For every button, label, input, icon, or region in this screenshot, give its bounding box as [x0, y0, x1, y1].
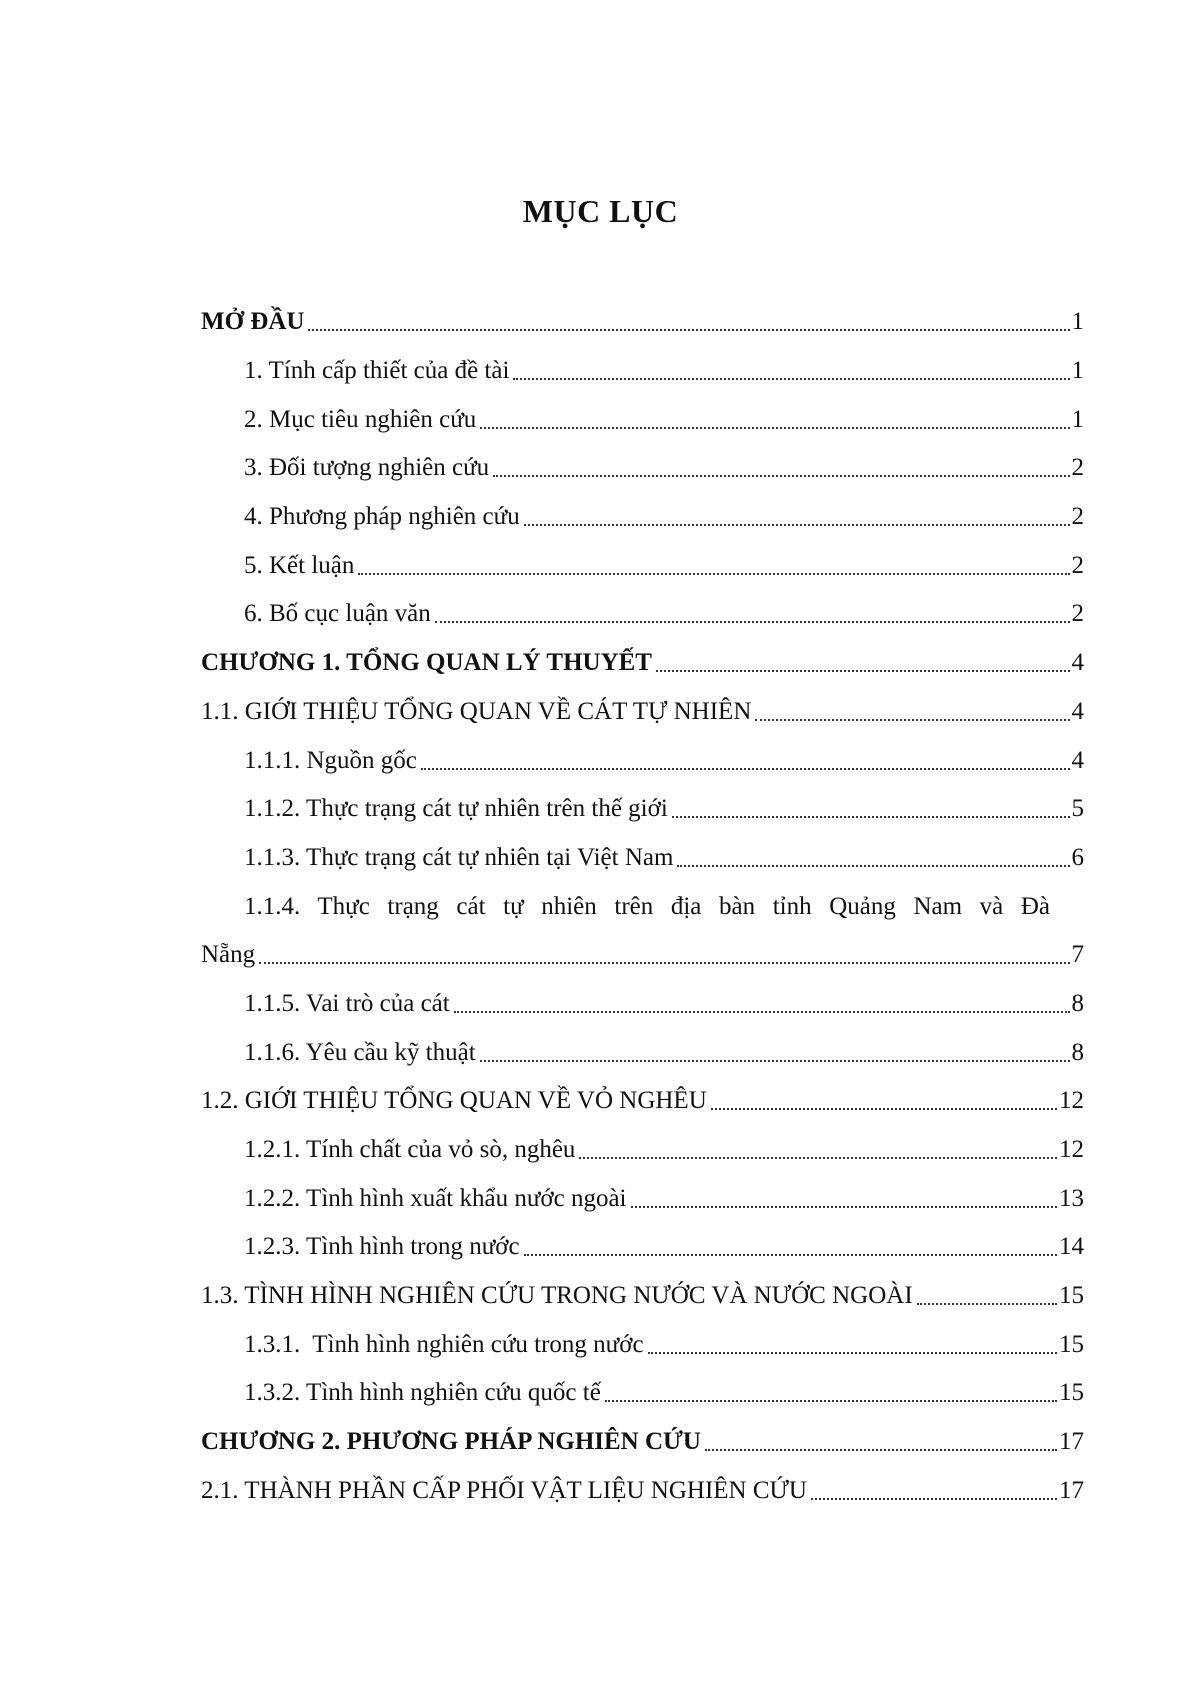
toc-entry-label: 1.3.1. Tình hình nghiên cứu trong nước: [244, 1330, 644, 1358]
toc-page-number: 12: [1059, 1136, 1084, 1164]
toc-entry[interactable]: [201, 1418, 1084, 1467]
toc-entry[interactable]: [201, 1077, 1084, 1126]
toc-entry[interactable]: [201, 639, 1084, 688]
toc-page-number: 15: [1059, 1379, 1084, 1407]
dot-leader: [513, 378, 1069, 380]
toc-entry-continuation[interactable]: [201, 931, 1084, 980]
toc-page-number: 4: [1071, 746, 1084, 774]
table-of-contents: [201, 298, 1084, 1515]
toc-entry-label: 1. Tính cấp thiết của đề tài: [244, 357, 510, 385]
dot-leader: [656, 670, 1070, 672]
toc-page-number: 2: [1071, 551, 1084, 579]
toc-entry[interactable]: [201, 1223, 1084, 1272]
dot-leader: [672, 816, 1070, 818]
toc-page-number: 17: [1059, 1476, 1084, 1504]
toc-entry-label: 1.2.2. Tình hình xuất khẩu nước ngoài: [244, 1184, 627, 1212]
toc-entry-first-line[interactable]: [201, 882, 1084, 931]
toc-entry-label: 5. Kết luận: [244, 551, 355, 579]
toc-page-number: 1: [1071, 405, 1084, 433]
toc-page-number: 12: [1059, 1087, 1084, 1115]
toc-entry-label: 1.1.2. Thực trạng cát tự nhiên trên thế giới: [244, 795, 668, 823]
dot-leader: [755, 719, 1069, 721]
toc-page-number: 17: [1059, 1428, 1084, 1456]
dot-leader: [711, 1108, 1057, 1110]
toc-entry-label: MỞ ĐẦU: [201, 308, 305, 336]
dot-leader: [524, 524, 1070, 526]
toc-page-number: 15: [1059, 1282, 1084, 1310]
dot-leader: [259, 962, 1069, 964]
toc-page-number: 7: [1071, 941, 1084, 969]
toc-entry[interactable]: [201, 1467, 1084, 1516]
toc-page-number: 14: [1059, 1233, 1084, 1261]
dot-leader: [677, 865, 1069, 867]
toc-entry[interactable]: [201, 298, 1084, 347]
toc-entry-label: 1.1.5. Vai trò của cát: [244, 989, 450, 1017]
toc-entry-label: 1.3. TÌNH HÌNH NGHIÊN CỨU TRONG NƯỚC VÀ NƯỚC NGOÀI: [201, 1282, 913, 1310]
dot-leader: [648, 1352, 1057, 1354]
dot-leader: [579, 1157, 1057, 1159]
page-title: MỤC LỤC: [522, 193, 679, 229]
toc-entry[interactable]: [201, 541, 1084, 590]
dot-leader: [524, 1254, 1057, 1256]
toc-page-number: 8: [1071, 989, 1084, 1017]
toc-entry-label: Nẵng: [201, 941, 256, 969]
toc-page-number: 4: [1071, 649, 1084, 677]
dot-leader: [480, 427, 1069, 429]
toc-page-number: 8: [1071, 1038, 1084, 1066]
toc-entry-label: 4. Phương pháp nghiên cứu: [244, 503, 520, 531]
toc-page-number: 1: [1071, 308, 1084, 336]
toc-entry[interactable]: [201, 1369, 1084, 1418]
toc-entry-label: 1.1.4. Thực trạng cát tự nhiên trên địa bàn tỉnh Quảng Nam và Đà: [244, 892, 1050, 920]
toc-entry-label: 3. Đối tượng nghiên cứu: [244, 454, 490, 482]
toc-entry[interactable]: [201, 980, 1084, 1029]
toc-entry-label: 1.1.3. Thực trạng cát tự nhiên tại Việt Nam: [244, 843, 674, 871]
toc-page-number: 5: [1071, 795, 1084, 823]
toc-entry-label: 1.2. GIỚI THIỆU TỔNG QUAN VỀ VỎ NGHÊU: [201, 1087, 707, 1115]
toc-page-number: 1: [1071, 357, 1084, 385]
toc-entry[interactable]: [201, 1272, 1084, 1321]
toc-entry-label: 1.2.1. Tính chất của vỏ sò, nghêu: [244, 1136, 576, 1164]
toc-entry[interactable]: [201, 688, 1084, 737]
dot-leader: [705, 1449, 1057, 1451]
toc-entry[interactable]: [201, 1320, 1084, 1369]
dot-leader: [811, 1498, 1057, 1500]
toc-entry-label: 2.1. THÀNH PHẦN CẤP PHỐI VẬT LIỆU NGHIÊN CỨU: [201, 1476, 807, 1504]
toc-entry[interactable]: [201, 347, 1084, 396]
toc-entry[interactable]: [201, 1126, 1084, 1175]
dot-leader: [493, 475, 1069, 477]
dot-leader: [421, 768, 1070, 770]
toc-entry-label: 1.2.3. Tình hình trong nước: [244, 1233, 520, 1261]
dot-leader: [358, 573, 1069, 575]
toc-entry-label: 1.3.2. Tình hình nghiên cứu quốc tế: [244, 1379, 601, 1407]
dot-leader: [454, 1011, 1070, 1013]
dot-leader: [605, 1400, 1057, 1402]
toc-entry[interactable]: [201, 736, 1084, 785]
toc-page-number: 13: [1059, 1184, 1084, 1212]
toc-entry-label: 2. Mục tiêu nghiên cứu: [244, 405, 477, 433]
toc-page-number: 6: [1071, 843, 1084, 871]
toc-entry[interactable]: [201, 785, 1084, 834]
toc-entry-label: 6. Bố cục luận văn: [244, 600, 431, 628]
toc-entry-label: CHƯƠNG 2. PHƯƠNG PHÁP NGHIÊN CỨU: [201, 1428, 701, 1456]
toc-entry[interactable]: [201, 590, 1084, 639]
toc-entry[interactable]: [201, 395, 1084, 444]
toc-entry-label: CHƯƠNG 1. TỔNG QUAN LÝ THUYẾT: [201, 649, 652, 677]
dot-leader: [917, 1303, 1057, 1305]
toc-entry-label: 1.1.6. Yêu cầu kỹ thuật: [244, 1038, 476, 1066]
toc-entry-label: 1.1. GIỚI THIỆU TỔNG QUAN VỀ CÁT TỰ NHIÊN: [201, 697, 752, 725]
toc-page-number: 2: [1071, 503, 1084, 531]
dot-leader: [480, 1060, 1070, 1062]
toc-entry[interactable]: [201, 1174, 1084, 1223]
toc-entry[interactable]: [201, 1028, 1084, 1077]
dot-leader: [308, 329, 1069, 331]
toc-entry[interactable]: [201, 834, 1084, 883]
toc-entry[interactable]: [201, 444, 1084, 493]
toc-entry-label: 1.1.1. Nguồn gốc: [244, 746, 417, 774]
toc-entry[interactable]: [201, 493, 1084, 542]
toc-page-number: 4: [1071, 697, 1084, 725]
toc-page-number: 2: [1071, 600, 1084, 628]
toc-page-number: 15: [1059, 1330, 1084, 1358]
dot-leader: [435, 621, 1070, 623]
toc-page-number: 2: [1071, 454, 1084, 482]
dot-leader: [631, 1206, 1057, 1208]
